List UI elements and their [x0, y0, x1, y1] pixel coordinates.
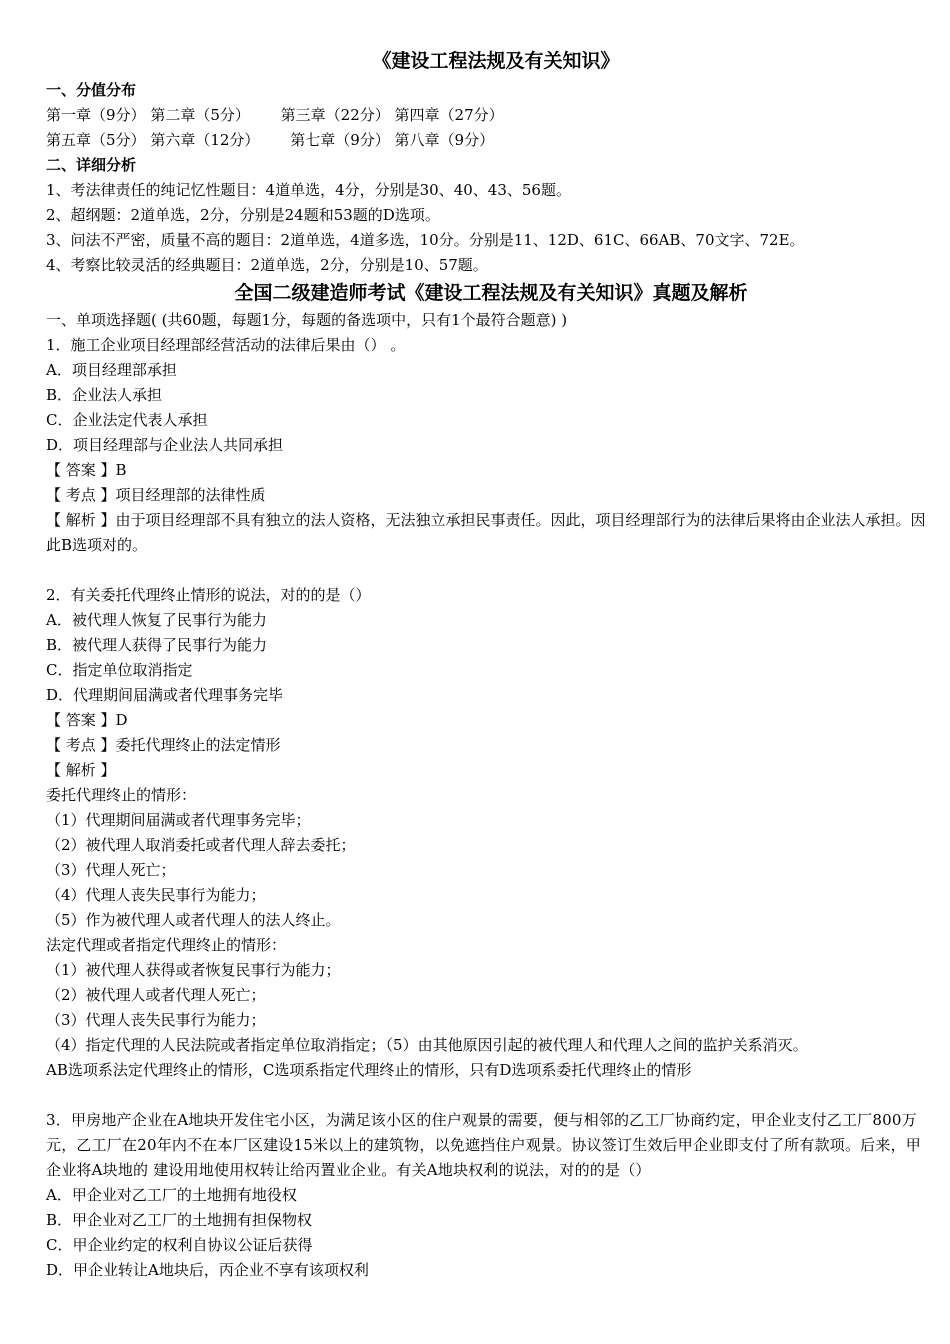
analysis-item: 3、问法不严密，质量不高的题目：2道单选，4道多选，10分。分别是11、12D、61C、66AB、70文字、72E。: [46, 231, 805, 249]
analysis-line: 委托代理终止的情形：: [46, 786, 197, 804]
chapter-score: 第二章（5分）: [150, 106, 250, 124]
score-row-2: [46, 128, 926, 153]
chapter-score: 第六章（12分）: [150, 131, 260, 149]
question-3-stem: 3．甲房地产企业在A地块开发住宅小区，为满足该小区的住户观景的需要，便与相邻的乙工厂协商约定，甲企业支付乙工厂800万元，乙工厂在20年内不在本厂区建设15米以上的建筑物，以免遮挡住户观景。协议签订生效后甲企业即支付了所有款项。后来，甲企业将A块地的 建设用地使用权转让给丙置业企业。有关A地块权利的说法，对的的是（）: [46, 1111, 921, 1179]
question-1-point: 【 考点 】项目经理部的法律性质: [46, 486, 266, 504]
question-2-option-a: A．被代理人恢复了民事行为能力: [46, 611, 267, 629]
question-2-point: 【 考点 】委托代理终止的法定情形: [46, 736, 281, 754]
analysis-line: （2）被代理人或者代理人死亡；: [46, 986, 266, 1004]
analysis-line: （4）代理人丧失民事行为能力；: [46, 886, 266, 904]
chapter-score: 第八章（9分）: [394, 131, 495, 149]
chapter-score: 第四章（27分）: [394, 106, 504, 124]
analysis-line: （3）代理人死亡；: [46, 861, 176, 879]
chapter-score: 第七章（9分）: [290, 131, 390, 149]
exam-instructions: 一、单项选择题( (共60题，每题1分，每题的备选项中，只有1个最符合题意) ): [46, 311, 568, 329]
analysis-line: （1）代理期间届满或者代理事务完毕；: [46, 811, 311, 829]
question-2-option-c: C．指定单位取消指定: [46, 661, 193, 679]
question-1-analysis: 【 解析 】由于项目经理部不具有独立的法人资格，无法独立承担民事责任。因此，项目经理部行为的法律后果将由企业法人承担。因此B选项对的。: [46, 511, 926, 554]
analysis-line: （3）代理人丧失民事行为能力；: [46, 1011, 266, 1029]
question-3-option-d: D．甲企业转让A地块后，丙企业不享有该项权利: [46, 1261, 369, 1279]
question-1-option-c: C．企业法定代表人承担: [46, 411, 208, 429]
question-3-option-b: B．甲企业对乙工厂的土地拥有担保物权: [46, 1211, 313, 1229]
question-3-option-a: A．甲企业对乙工厂的土地拥有地役权: [46, 1186, 297, 1204]
spacer: [46, 558, 926, 583]
question-1-answer: 【 答案 】B: [46, 461, 127, 479]
question-2-answer: 【 答案 】D: [46, 711, 128, 729]
exam-title: 全国二级建造师考试《建设工程法规及有关知识》真题及解析: [234, 282, 748, 304]
chapter-score: 第三章（22分）: [280, 106, 390, 124]
analysis-item: 1、考法律责任的纯记忆性题目：4道单选，4分，分别是30、40、43、56题。: [46, 181, 571, 199]
analysis-line: （5）作为被代理人或者代理人的法人终止。: [46, 911, 341, 929]
analysis-item: 4、考察比较灵活的经典题目：2道单选，2分，分别是10、57题。: [46, 256, 488, 274]
analysis-line: （4）指定代理的人民法院或者指定单位取消指定；（5）由其他原因引起的被代理人和代理人之间的监护关系消灭。: [46, 1036, 808, 1054]
analysis-line: 法定代理或者指定代理终止的情形：: [46, 936, 287, 954]
question-2-option-b: B．被代理人获得了民事行为能力: [46, 636, 268, 654]
analysis-item: 2、超纲题：2道单选，2分，分别是24题和53题的D选项。: [46, 206, 440, 224]
spacer: [46, 1083, 926, 1108]
analysis-line: （2）被代理人取消委托或者代理人辞去委托；: [46, 836, 356, 854]
question-2-option-d: D．代理期间届满或者代理事务完毕: [46, 686, 284, 704]
document-page: [46, 44, 926, 1283]
question-1-option-d: D．项目经理部与企业法人共同承担: [46, 436, 284, 454]
question-1-option-a: A．项目经理部承担: [46, 361, 177, 379]
score-row-1: [46, 103, 926, 128]
question-3-option-c: C．甲企业约定的权利自协议公证后获得: [46, 1236, 313, 1254]
question-2-analysis-label: 【 解析 】: [46, 761, 116, 779]
chapter-score: 第一章（9分）: [46, 106, 146, 124]
analysis-line: （1）被代理人获得或者恢复民事行为能力；: [46, 961, 341, 979]
document-title: 《建设工程法规及有关知识》: [372, 50, 620, 72]
section-heading-score-distribution: 一、分值分布: [46, 81, 137, 99]
chapter-score: 第五章（5分）: [46, 131, 146, 149]
question-2-stem: 2．有关委托代理终止情形的说法，对的的是（）: [46, 586, 371, 604]
section-heading-detailed-analysis: 二、详细分析: [46, 156, 137, 174]
question-1-option-b: B．企业法人承担: [46, 386, 163, 404]
analysis-line: AB选项系法定代理终止的情形，C选项系指定代理终止的情形，只有D选项系委托代理终止的情形: [46, 1061, 692, 1079]
question-1-stem: 1．施工企业项目经理部经营活动的法律后果由（） 。: [46, 336, 406, 354]
